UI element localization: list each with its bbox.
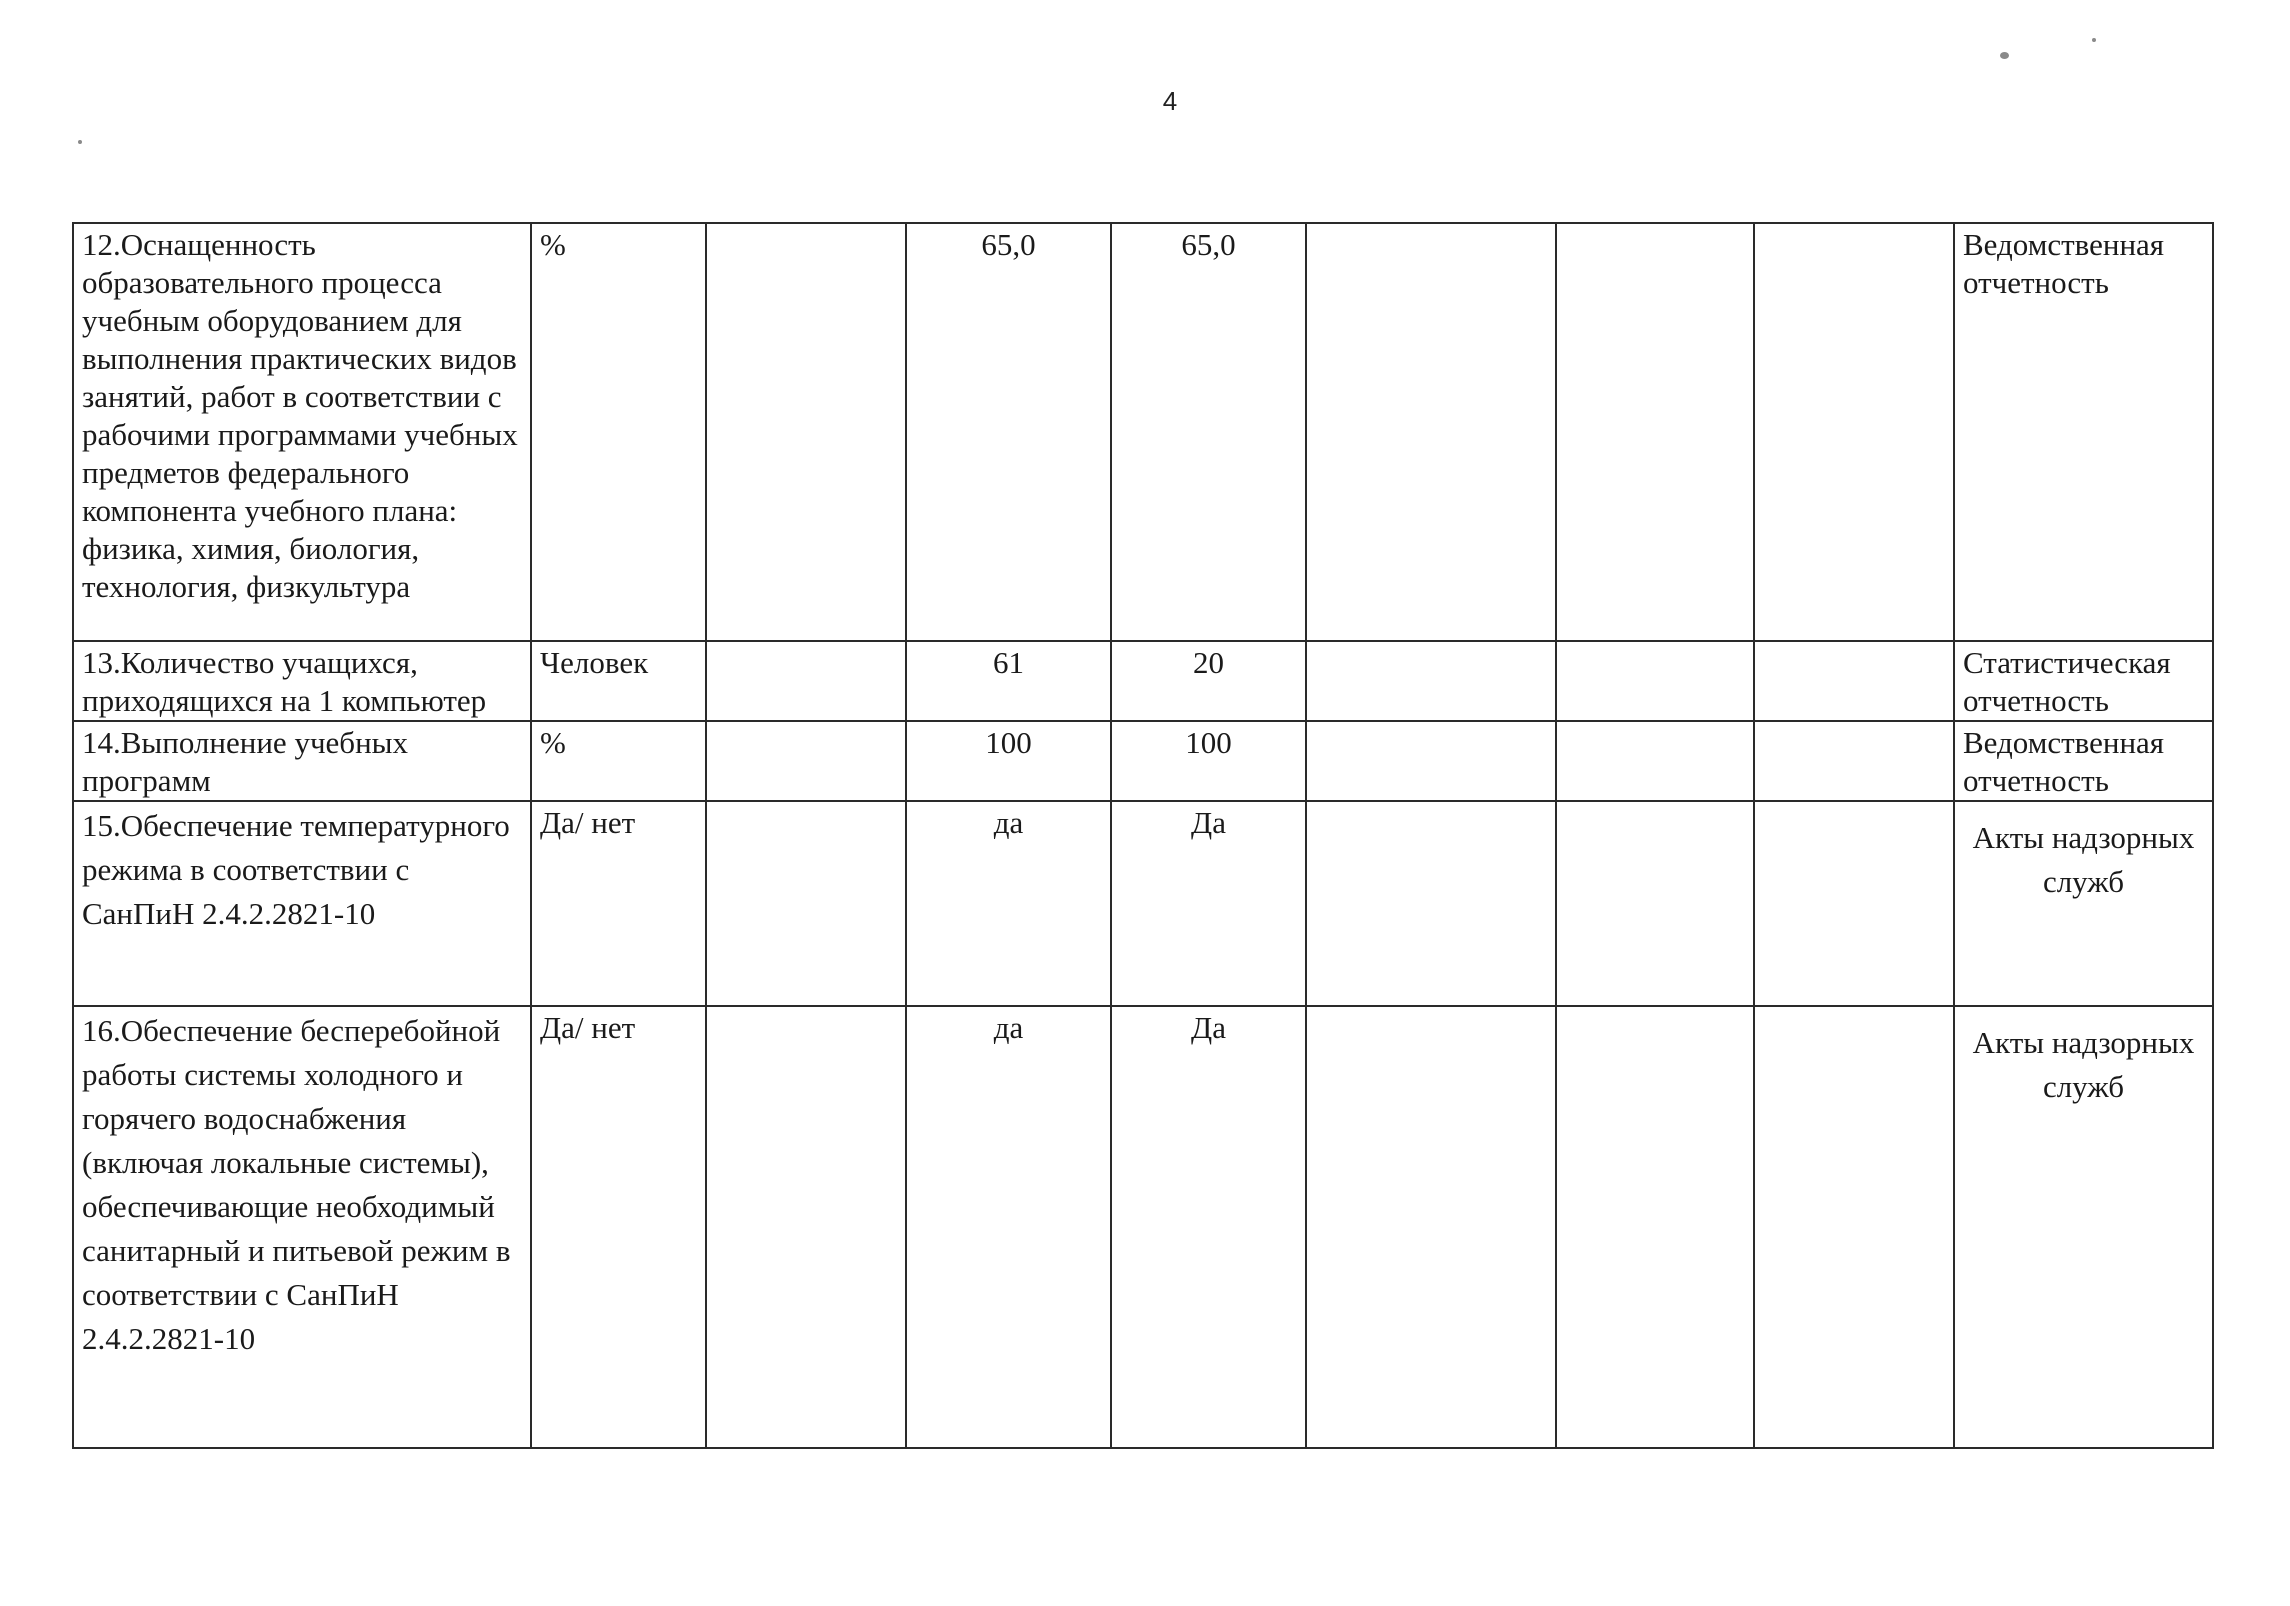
source-cell: Акты надзорных служб bbox=[1954, 801, 2213, 1006]
indicator-cell: 14.Выполнение учебных программ bbox=[73, 721, 531, 801]
indicator-cell: 15.Обеспечение температурного режима в соответствии с СанПиН 2.4.2.2821-10 bbox=[73, 801, 531, 1006]
empty-cell bbox=[1556, 223, 1754, 641]
empty-cell bbox=[1556, 721, 1754, 801]
empty-cell bbox=[1754, 721, 1954, 801]
empty-cell bbox=[1754, 801, 1954, 1006]
scan-speck bbox=[2000, 52, 2009, 59]
table-row bbox=[73, 721, 2213, 801]
page-number: 4 bbox=[1162, 86, 1178, 116]
value-cell: да bbox=[906, 801, 1111, 1006]
empty-cell bbox=[1754, 641, 1954, 721]
unit-cell: Человек bbox=[531, 641, 706, 721]
empty-cell bbox=[1556, 801, 1754, 1006]
table-row bbox=[73, 1006, 2213, 1448]
empty-cell bbox=[706, 1006, 906, 1448]
unit-cell: % bbox=[531, 223, 706, 641]
scan-speck bbox=[2092, 38, 2096, 42]
indicator-cell: 13.Количество учащихся, приходящихся на 1 компьютер bbox=[73, 641, 531, 721]
empty-cell bbox=[1306, 1006, 1556, 1448]
empty-cell bbox=[1306, 641, 1556, 721]
source-cell: Ведомственная отчетность bbox=[1954, 721, 2213, 801]
empty-cell bbox=[1754, 1006, 1954, 1448]
value-cell: Да bbox=[1111, 801, 1306, 1006]
scan-speck bbox=[78, 140, 82, 144]
value-cell: 65,0 bbox=[906, 223, 1111, 641]
indicators-table bbox=[72, 222, 2214, 1449]
table-row bbox=[73, 223, 2213, 641]
indicator-cell: 16.Обеспечение бесперебойной работы системы холодного и горячего водоснабжения (включая локальные системы), обеспечивающие необходимый санитарный и питьевой режим в соответствии с СанПиН 2.4.2.2821-10 bbox=[73, 1006, 531, 1448]
empty-cell bbox=[1556, 641, 1754, 721]
unit-cell: % bbox=[531, 721, 706, 801]
unit-cell: Да/ нет bbox=[531, 801, 706, 1006]
value-cell: 20 bbox=[1111, 641, 1306, 721]
source-cell: Ведомственная отчетность bbox=[1954, 223, 2213, 641]
value-cell: Да bbox=[1111, 1006, 1306, 1448]
empty-cell bbox=[706, 223, 906, 641]
value-cell: да bbox=[906, 1006, 1111, 1448]
value-cell: 61 bbox=[906, 641, 1111, 721]
empty-cell bbox=[706, 641, 906, 721]
empty-cell bbox=[1306, 223, 1556, 641]
source-cell: Акты надзорных служб bbox=[1954, 1006, 2213, 1448]
value-cell: 100 bbox=[1111, 721, 1306, 801]
empty-cell bbox=[706, 721, 906, 801]
empty-cell bbox=[706, 801, 906, 1006]
unit-cell: Да/ нет bbox=[531, 1006, 706, 1448]
empty-cell bbox=[1754, 223, 1954, 641]
indicator-cell: 12.Оснащенность образовательного процесса учебным оборудованием для выполнения практических видов занятий, работ в соответствии с рабочими программами учебных предметов федерального компонента учебного плана: физика, химия, биология, технология, физкультура bbox=[73, 223, 531, 641]
value-cell: 100 bbox=[906, 721, 1111, 801]
value-cell: 65,0 bbox=[1111, 223, 1306, 641]
table-row bbox=[73, 641, 2213, 721]
empty-cell bbox=[1306, 721, 1556, 801]
table-row bbox=[73, 801, 2213, 1006]
source-cell: Статистическая отчетность bbox=[1954, 641, 2213, 721]
empty-cell bbox=[1306, 801, 1556, 1006]
empty-cell bbox=[1556, 1006, 1754, 1448]
